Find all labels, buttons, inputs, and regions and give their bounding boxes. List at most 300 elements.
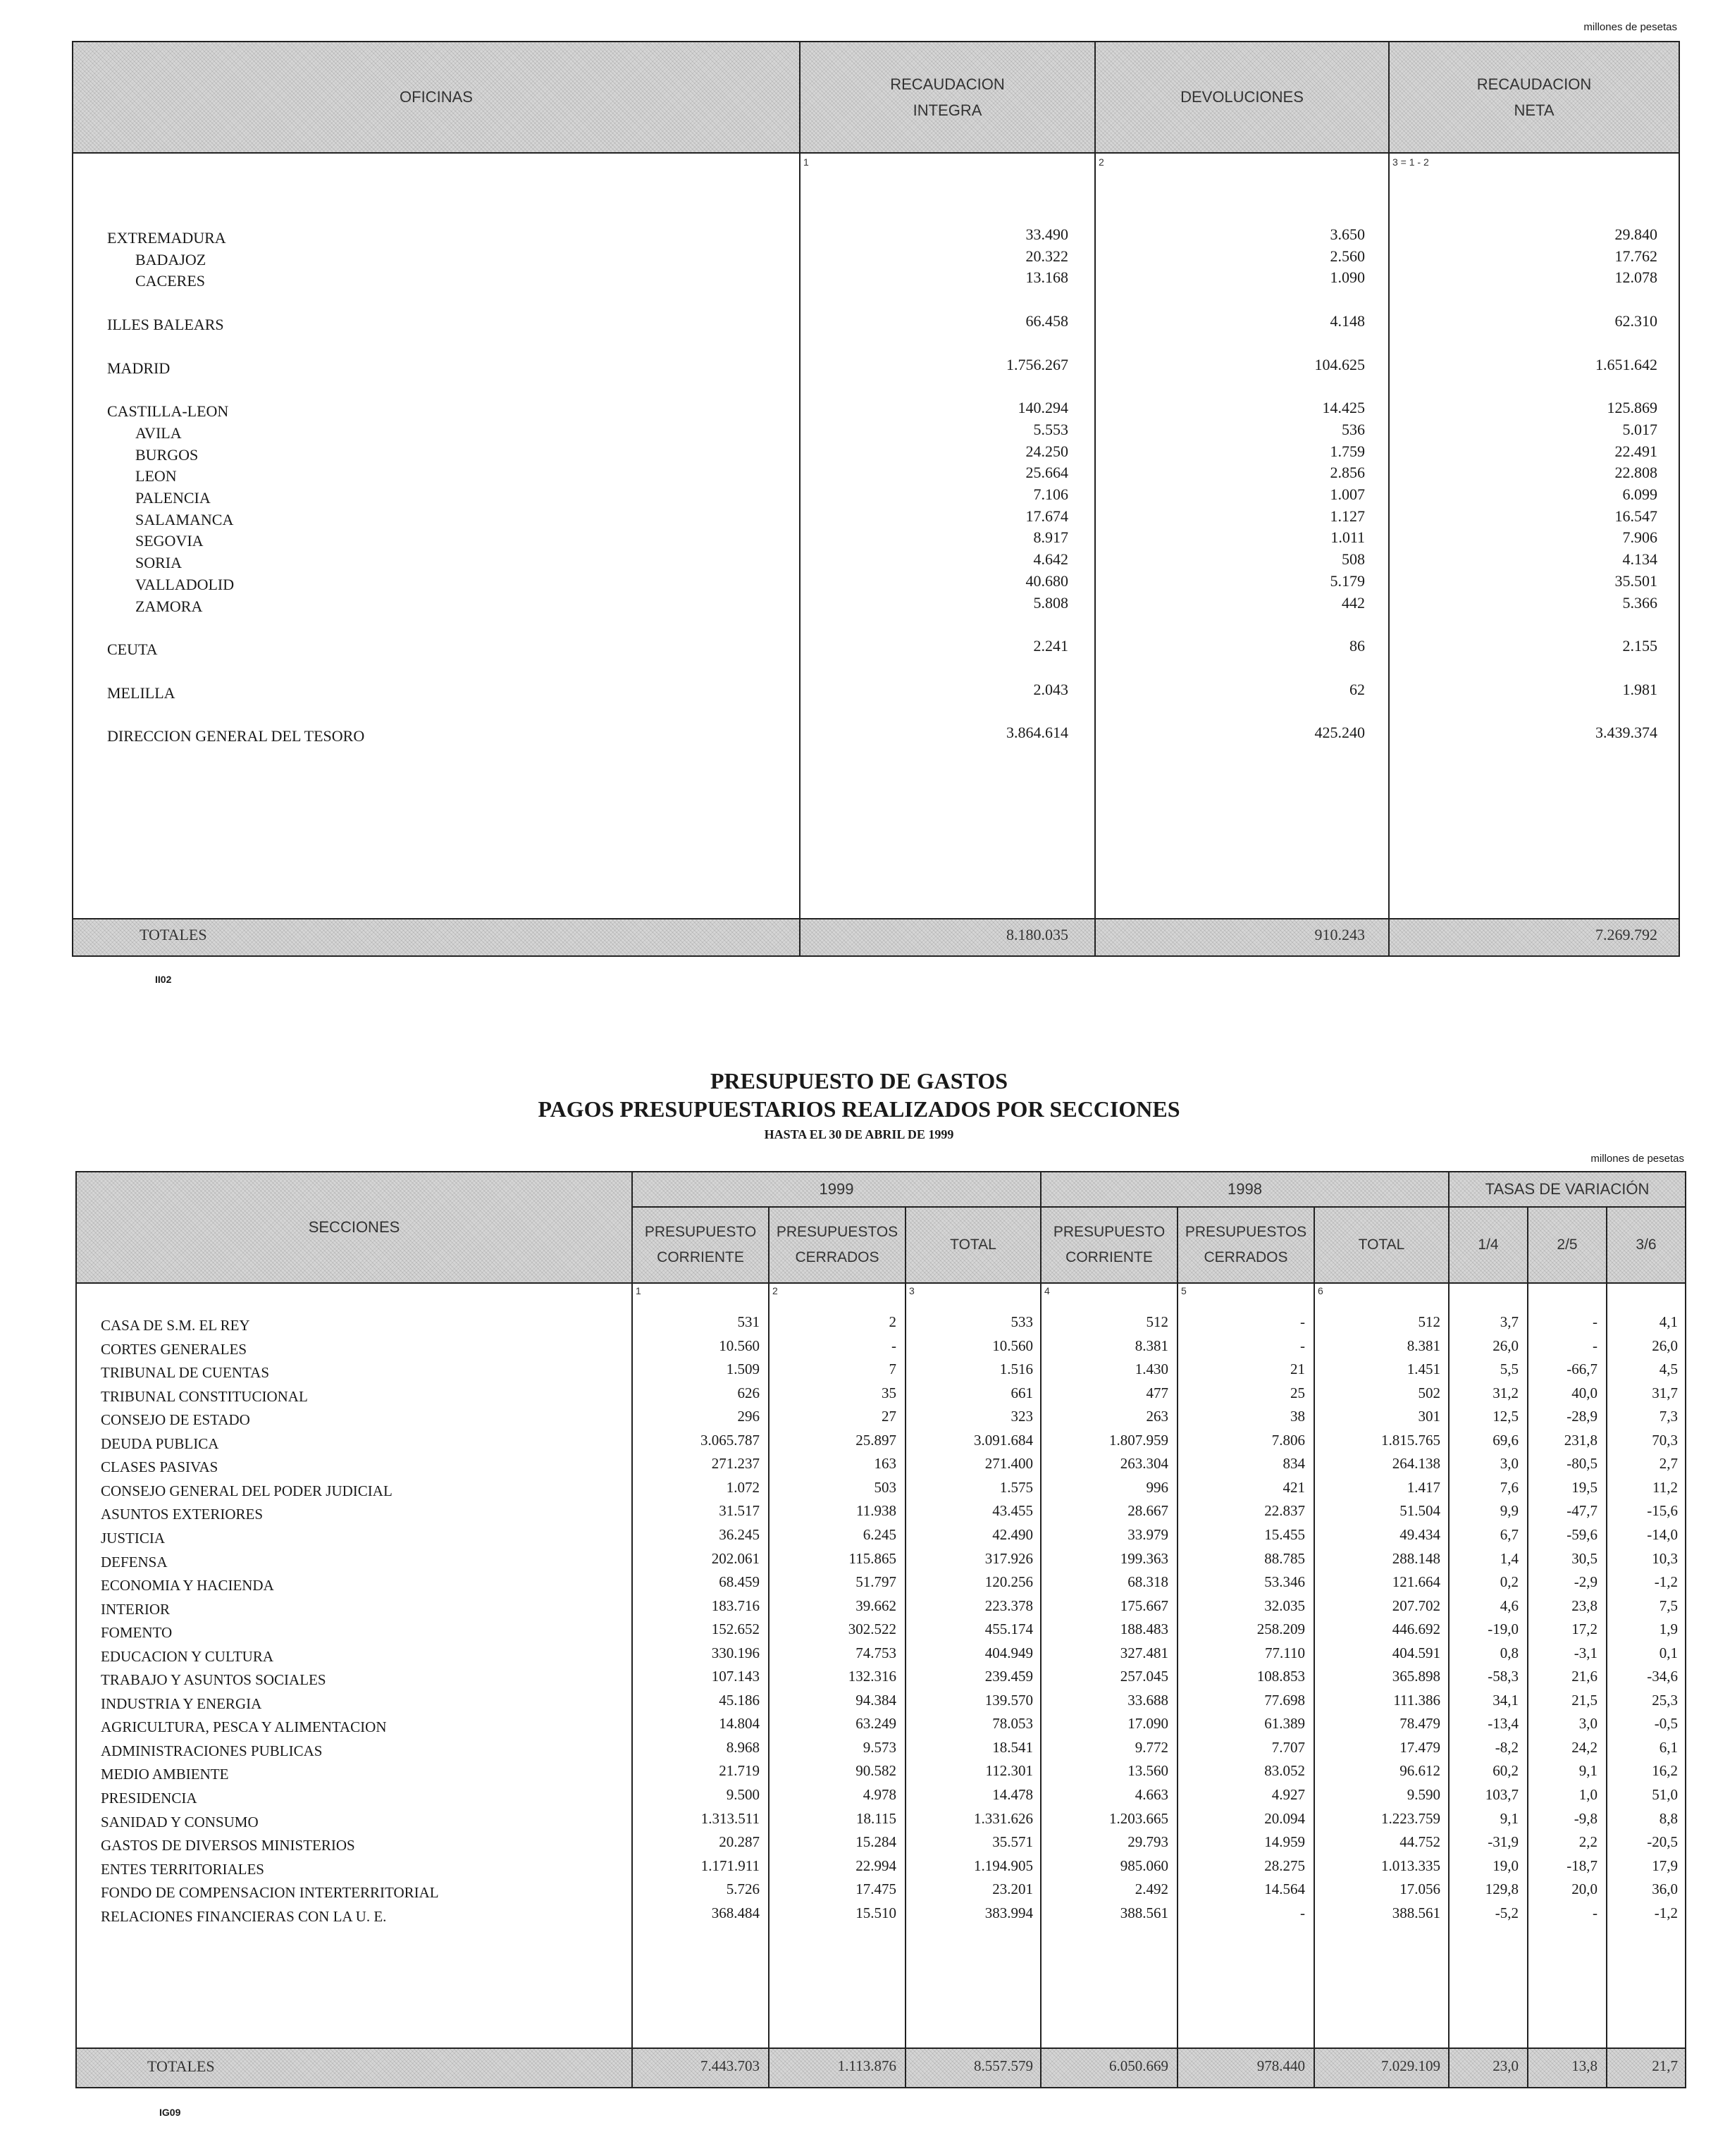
t2-row-value: - — [1300, 1337, 1305, 1354]
t1-row-value: 20.322 — [1025, 247, 1068, 265]
t2-row-value: 51,0 — [1652, 1786, 1678, 1803]
t2-row-value: 3,0 — [1578, 1715, 1598, 1732]
t2-row-value: -13,4 — [1488, 1715, 1519, 1732]
t2-row-value: 24,2 — [1571, 1739, 1598, 1756]
t2-row-value: 32.035 — [1264, 1597, 1305, 1614]
t1-row-value: 140.294 — [1018, 399, 1068, 416]
t2-row-value: - — [1593, 1337, 1598, 1354]
t2-row-value: 36,0 — [1652, 1881, 1678, 1897]
t2-row-value: 388.561 — [1392, 1904, 1440, 1921]
t2-row-value: 5.726 — [726, 1881, 760, 1897]
t2-row-value: 69,6 — [1493, 1432, 1519, 1449]
t2-row-value: 120.256 — [984, 1573, 1033, 1590]
t1-row-value: 4.134 — [1622, 550, 1657, 568]
t2-row-value: 985.060 — [1120, 1857, 1168, 1874]
t2-row-label: INTERIOR — [101, 1601, 170, 1618]
t2-row-value: 15.455 — [1264, 1526, 1305, 1543]
t2-row-value: 51.797 — [855, 1573, 896, 1590]
t1-row-value: 1.127 — [1330, 507, 1365, 525]
t2-row-value: 1,9 — [1659, 1621, 1678, 1637]
t2-row-value: 533 — [1011, 1313, 1033, 1330]
t1-colnum-3: 3 = 1 - 2 — [1392, 156, 1429, 168]
t2-row-value: 10,3 — [1652, 1550, 1678, 1567]
t2-row-value: 1.223.759 — [1381, 1810, 1440, 1827]
t2-row-value: 421 — [1283, 1479, 1305, 1496]
t2-row-label: INDUSTRIA Y ENERGIA — [101, 1695, 262, 1712]
t2-row-value: 25.897 — [855, 1432, 896, 1449]
t2-row-value: 271.237 — [711, 1455, 760, 1472]
t2-subheader-line1: PRESUPUESTO — [1053, 1224, 1166, 1241]
t2-row-value: 61.389 — [1264, 1715, 1305, 1732]
t2-row-value: 108.853 — [1256, 1668, 1305, 1685]
t2-row-value: 1.417 — [1407, 1479, 1440, 1496]
t2-row-value: 512 — [1146, 1313, 1168, 1330]
t2-row-value: 60,2 — [1493, 1762, 1519, 1779]
t2-row-value: 7,3 — [1659, 1408, 1678, 1425]
t2-row-value: 323 — [1011, 1408, 1033, 1425]
t2-row-value: 317.926 — [984, 1550, 1033, 1567]
t2-subheader-line1: PRESUPUESTO — [644, 1224, 757, 1241]
t2-row-label: SANIDAD Y CONSUMO — [101, 1814, 259, 1830]
t2-total-value: 7.443.703 — [700, 2057, 760, 2074]
t2-row-value: 9.590 — [1407, 1786, 1440, 1803]
t2-row-value: 7,5 — [1659, 1597, 1678, 1614]
t1-row-label: LEON — [135, 467, 177, 485]
t2-row-value: 12,5 — [1493, 1408, 1519, 1425]
t2-row-value: 512 — [1418, 1313, 1440, 1330]
t2-row-value: 25 — [1290, 1384, 1305, 1401]
t1-row-value: 3.650 — [1330, 225, 1365, 243]
t2-row-value: -18,7 — [1566, 1857, 1598, 1874]
t2-row-label: FONDO DE COMPENSACION INTERTERRITORIAL — [101, 1884, 439, 1901]
t2-row-value: -66,7 — [1566, 1361, 1598, 1377]
t2-row-value: 0,2 — [1500, 1573, 1519, 1590]
t1-total-integra: 8.180.035 — [1006, 926, 1068, 943]
t2-row-value: 33.688 — [1127, 1692, 1168, 1709]
t2-unit-note: millones de pesetas — [1590, 1153, 1684, 1165]
t1-row-value: 8.917 — [1033, 528, 1068, 546]
t2-row-value: 477 — [1146, 1384, 1168, 1401]
t1-row-label: MADRID — [107, 359, 171, 377]
t2-row-value: 7,6 — [1500, 1479, 1519, 1496]
t2-row-value: - — [1300, 1313, 1305, 1330]
t2-row-value: 455.174 — [984, 1621, 1033, 1637]
t2-row-value: 1.072 — [726, 1479, 760, 1496]
t2-row-value: 263 — [1146, 1408, 1168, 1425]
t1-row-label: VALLADOLID — [135, 576, 235, 593]
t2-row-value: 4,6 — [1500, 1597, 1519, 1614]
t1-row-value: 7.106 — [1033, 485, 1068, 503]
t2-row-value: 8.381 — [1407, 1337, 1440, 1354]
t1-row-value: 2.043 — [1033, 681, 1068, 698]
t2-row-label: PRESIDENCIA — [101, 1790, 197, 1807]
t1-row-value: 86 — [1349, 637, 1365, 655]
t2-row-value: 1.451 — [1407, 1361, 1440, 1377]
t2-subheader-line1: 2/5 — [1557, 1237, 1578, 1253]
t2-colnum-6: 6 — [1318, 1285, 1323, 1296]
t1-row-value: 2.241 — [1033, 637, 1068, 655]
t2-row-value: 19,0 — [1493, 1857, 1519, 1874]
t2-row-value: 44.752 — [1399, 1833, 1440, 1850]
t2-row-value: 51.504 — [1399, 1502, 1440, 1519]
t2-row-value: 3.091.684 — [974, 1432, 1033, 1449]
t1-row-value: 425.240 — [1314, 724, 1365, 741]
t2-row-value: 17.475 — [855, 1881, 896, 1897]
t2-row-label: ECONOMIA Y HACIENDA — [101, 1577, 274, 1594]
t2-row-value: 70,3 — [1652, 1432, 1678, 1449]
t2-subheader-line1: PRESUPUESTOS — [1185, 1224, 1307, 1241]
t2-total-value: 6.050.669 — [1109, 2057, 1168, 2074]
t2-row-value: 4.978 — [863, 1786, 896, 1803]
t2-row-value: - — [1593, 1313, 1598, 1330]
t2-row-value: 33.979 — [1127, 1526, 1168, 1543]
t2-row-value: 115.865 — [848, 1550, 896, 1567]
t2-subheader-line1: 3/6 — [1636, 1237, 1657, 1253]
t2-row-value: 2,2 — [1578, 1833, 1598, 1850]
t2-row-value: 8.968 — [726, 1739, 760, 1756]
t2-row-value: 103,7 — [1485, 1786, 1519, 1803]
header-neta-line2: NETA — [1514, 101, 1555, 119]
t2-row-value: 21 — [1290, 1361, 1305, 1377]
t2-row-value: 258.209 — [1256, 1621, 1305, 1637]
t2-row-value: 42.490 — [992, 1526, 1033, 1543]
t2-row-value: 503 — [874, 1479, 896, 1496]
t2-row-value: -31,9 — [1488, 1833, 1519, 1850]
t2-row-value: 83.052 — [1264, 1762, 1305, 1779]
t2-row-label: TRIBUNAL DE CUENTAS — [101, 1364, 270, 1381]
t2-row-value: 183.716 — [711, 1597, 760, 1614]
t1-row-value: 1.651.642 — [1595, 356, 1657, 373]
t2-row-value: 383.994 — [984, 1904, 1033, 1921]
t2-row-value: 1.815.765 — [1381, 1432, 1440, 1449]
t2-row-value: -34,6 — [1647, 1668, 1678, 1685]
t1-row-label: SALAMANCA — [135, 511, 234, 528]
t2-row-value: 1.013.335 — [1381, 1857, 1440, 1874]
t2-row-value: 231,8 — [1564, 1432, 1598, 1449]
header-integra-line1: RECAUDACION — [890, 75, 1005, 93]
t2-subheader-line2: CORRIENTE — [657, 1249, 744, 1265]
t2-row-label: CONSEJO DE ESTADO — [101, 1411, 250, 1428]
t2-row-value: 1.331.626 — [974, 1810, 1033, 1827]
t2-subheader-line2: CERRADOS — [795, 1249, 879, 1265]
t2-row-value: 27 — [882, 1408, 896, 1425]
t2-row-value: 38 — [1290, 1408, 1305, 1425]
t2-row-value: 19,5 — [1571, 1479, 1598, 1496]
t2-row-value: 296 — [737, 1408, 760, 1425]
t2-row-value: 36.245 — [719, 1526, 760, 1543]
t2-row-value: 834 — [1283, 1455, 1305, 1472]
t2-row-label: CONSEJO GENERAL DEL PODER JUDICIAL — [101, 1482, 393, 1499]
t2-row-value: 502 — [1418, 1384, 1440, 1401]
t1-row-value: 2.155 — [1622, 637, 1657, 655]
t2-row-value: 17,2 — [1571, 1621, 1598, 1637]
t2-row-value: 1.430 — [1135, 1361, 1168, 1377]
t2-row-value: 77.110 — [1265, 1644, 1305, 1661]
t2-row-value: 5,5 — [1500, 1361, 1519, 1377]
t2-row-value: 7 — [889, 1361, 896, 1377]
t1-row-value: 66.458 — [1025, 312, 1068, 330]
t2-row-value: 4.927 — [1271, 1786, 1305, 1803]
t2-row-value: 28.275 — [1264, 1857, 1305, 1874]
t2-row-value: 2,7 — [1659, 1455, 1678, 1472]
t1-row-value: 24.250 — [1025, 442, 1068, 460]
t2-row-value: 9,1 — [1500, 1810, 1519, 1827]
t2-row-value: 199.363 — [1120, 1550, 1168, 1567]
t1-row-value: 25.664 — [1025, 464, 1068, 481]
t2-row-value: 17,9 — [1652, 1857, 1678, 1874]
t2-row-value: 0,8 — [1500, 1644, 1519, 1661]
t1-row-label: ILLES BALEARS — [107, 316, 224, 333]
t1-row-value: 6.099 — [1622, 485, 1657, 503]
t1-row-label: BADAJOZ — [135, 251, 206, 268]
t2-title: PRESUPUESTO DE GASTOS — [710, 1068, 1008, 1094]
t1-row-value: 2.560 — [1330, 247, 1365, 265]
t2-row-value: 22.994 — [855, 1857, 896, 1874]
t2-totals-row — [77, 1172, 1685, 2087]
t2-row-value: 1.171.911 — [700, 1857, 760, 1874]
t2-row-value: - — [1593, 1904, 1598, 1921]
t2-row-value: 25,3 — [1652, 1692, 1678, 1709]
t2-row-value: 107.143 — [711, 1668, 760, 1685]
t2-row-value: -14,0 — [1647, 1526, 1678, 1543]
t2-row-value: -80,5 — [1566, 1455, 1598, 1472]
t2-row-value: 20.094 — [1264, 1810, 1305, 1827]
t1-row-label: PALENCIA — [135, 489, 211, 507]
header-integra-line2: INTEGRA — [913, 101, 982, 119]
t2-row-value: 17.090 — [1127, 1715, 1168, 1732]
t1-row-value: 4.642 — [1033, 550, 1068, 568]
t2-row-value: 368.484 — [711, 1904, 760, 1921]
t2-row-value: 1,0 — [1578, 1786, 1598, 1803]
header-oficinas: OFICINAS — [400, 88, 473, 106]
t2-row-value: 188.483 — [1120, 1621, 1168, 1637]
t2-row-value: 207.702 — [1392, 1597, 1440, 1614]
t2-row-value: 9.500 — [726, 1786, 760, 1803]
t2-row-value: 263.304 — [1120, 1455, 1168, 1472]
t1-body — [73, 42, 1679, 955]
t2-row-value: 30,5 — [1571, 1550, 1598, 1567]
t2-row-value: 9.573 — [863, 1739, 896, 1756]
t2-row-value: 78.479 — [1399, 1715, 1440, 1732]
t2-row-label: DEUDA PUBLICA — [101, 1435, 219, 1452]
t2-row-value: 40,0 — [1571, 1384, 1598, 1401]
t2-row-value: -59,6 — [1566, 1526, 1598, 1543]
t2-row-value: 6.245 — [863, 1526, 896, 1543]
t2-row-value: 18.541 — [992, 1739, 1033, 1756]
header-devoluciones: DEVOLUCIONES — [1180, 88, 1304, 106]
t2-row-value: 223.378 — [984, 1597, 1033, 1614]
t1-row-value: 1.011 — [1330, 528, 1365, 546]
t2-row-value: 53.346 — [1264, 1573, 1305, 1590]
t2-row-value: 63.249 — [855, 1715, 896, 1732]
t2-row-value: 2 — [889, 1313, 896, 1330]
t2-row-label: ASUNTOS EXTERIORES — [101, 1506, 264, 1523]
t2-row-value: 29.793 — [1127, 1833, 1168, 1850]
t2-row-value: 1.575 — [999, 1479, 1033, 1496]
t2-row-value: 43.455 — [992, 1502, 1033, 1519]
t2-row-value: -1,2 — [1654, 1904, 1678, 1921]
t2-colnum-1: 1 — [636, 1285, 641, 1296]
t1-row-label: SORIA — [135, 554, 183, 571]
t1-row-value: 7.906 — [1622, 528, 1657, 546]
t1-row-value: 1.090 — [1330, 268, 1365, 286]
t2-row-label: RELACIONES FINANCIERAS CON LA U. E. — [101, 1908, 387, 1925]
t2-row-value: 45.186 — [719, 1692, 760, 1709]
t2-row-value: 661 — [1011, 1384, 1033, 1401]
t2-row-label: AGRICULTURA, PESCA Y ALIMENTACION — [101, 1718, 387, 1735]
t2-subheader-line1: TOTAL — [1358, 1237, 1405, 1253]
t2-row-value: 139.570 — [984, 1692, 1033, 1709]
t1-row-label: AVILA — [135, 424, 182, 442]
t2-row-label: TRABAJO Y ASUNTOS SOCIALES — [101, 1671, 326, 1688]
t1-row-label: BURGOS — [135, 446, 199, 464]
t2-row-value: 2.492 — [1135, 1881, 1168, 1897]
t2-row-value: 1.313.511 — [700, 1810, 760, 1827]
t1-row-label: CASTILLA-LEON — [107, 402, 229, 420]
t2-total-value: 1.113.876 — [837, 2057, 896, 2074]
t2-subheader-line2: CERRADOS — [1204, 1249, 1288, 1265]
t2-row-value: 129,8 — [1485, 1881, 1519, 1897]
t2-row-value: 175.667 — [1120, 1597, 1168, 1614]
t1-row-value: 5.017 — [1622, 421, 1657, 438]
t2-row-value: 77.698 — [1264, 1692, 1305, 1709]
t2-row-value: 152.652 — [711, 1621, 760, 1637]
t1-row-value: 16.547 — [1614, 507, 1657, 525]
t2-row-label: CLASES PASIVAS — [101, 1458, 218, 1475]
t2-row-value: -15,6 — [1647, 1502, 1678, 1519]
t2-row-value: 74.753 — [855, 1644, 896, 1661]
t2-row-value: 20,0 — [1571, 1881, 1598, 1897]
t2-total-value: 7.029.109 — [1381, 2057, 1440, 2074]
t1-totals-label: TOTALES — [140, 926, 207, 943]
t1-row-value: 33.490 — [1025, 225, 1068, 243]
t2-row-value: -28,9 — [1566, 1408, 1598, 1425]
t2-colnum-4: 4 — [1044, 1285, 1050, 1296]
t2-row-value: 257.045 — [1120, 1668, 1168, 1685]
t2-row-value: -0,5 — [1654, 1715, 1678, 1732]
t1-code: II02 — [155, 974, 172, 985]
t2-row-value: 14.804 — [719, 1715, 760, 1732]
t2-row-value: 9.772 — [1135, 1739, 1168, 1756]
t1-row-value: 5.808 — [1033, 594, 1068, 612]
t2-row-value: 4,5 — [1659, 1361, 1678, 1377]
t1-row-value: 1.981 — [1622, 681, 1657, 698]
t2-row-value: 39.662 — [855, 1597, 896, 1614]
t2-row-label: CORTES GENERALES — [101, 1341, 247, 1358]
t1-total-neta: 7.269.792 — [1595, 926, 1657, 943]
t2-row-value: 9,9 — [1500, 1502, 1519, 1519]
t2-row-value: 4,1 — [1659, 1313, 1678, 1330]
t2-row-value: 22.837 — [1264, 1502, 1305, 1519]
t2-row-value: -9,8 — [1574, 1810, 1598, 1827]
t1-row-value: 508 — [1342, 550, 1365, 568]
t2-row-value: -2,9 — [1574, 1573, 1598, 1590]
t1-row-value: 536 — [1342, 421, 1365, 438]
t2-row-value: 8,8 — [1659, 1810, 1678, 1827]
t2-row-value: 18.115 — [856, 1810, 896, 1827]
t2-row-value: 23.201 — [992, 1881, 1033, 1897]
t2-row-value: 17.479 — [1399, 1739, 1440, 1756]
t2-row-label: GASTOS DE DIVERSOS MINISTERIOS — [101, 1837, 355, 1854]
t1-row-value: 4.148 — [1330, 312, 1365, 330]
t2-row-value: - — [891, 1337, 896, 1354]
t1-row-value: 3.439.374 — [1595, 724, 1657, 741]
t2-total-value: 23,0 — [1493, 2057, 1519, 2074]
t2-row-value: 531 — [737, 1313, 760, 1330]
t1-row-value: 442 — [1342, 594, 1365, 612]
t2-row-value: 8.381 — [1135, 1337, 1168, 1354]
t2-row-value: 49.434 — [1399, 1526, 1440, 1543]
t1-row-label: SEGOVIA — [135, 532, 204, 550]
t2-row-value: 68.459 — [719, 1573, 760, 1590]
header-1998: 1998 — [1228, 1180, 1262, 1198]
t2-row-value: 404.591 — [1392, 1644, 1440, 1661]
header-neta-line1: RECAUDACION — [1476, 75, 1592, 93]
t2-row-value: 23,8 — [1571, 1597, 1598, 1614]
t2-row-label: DEFENSA — [101, 1554, 168, 1570]
t2-row-value: 1,4 — [1500, 1550, 1519, 1567]
t2-total-value: 978.440 — [1256, 2057, 1305, 2074]
t2-subheader-line2: CORRIENTE — [1065, 1249, 1153, 1265]
t2-row-value: 3.065.787 — [700, 1432, 760, 1449]
t2-row-value: 288.148 — [1392, 1550, 1440, 1567]
t2-row-value: 11,2 — [1652, 1479, 1678, 1496]
t2-row-value: -19,0 — [1488, 1621, 1519, 1637]
t2-row-value: 327.481 — [1120, 1644, 1168, 1661]
t2-date: HASTA EL 30 DE ABRIL DE 1999 — [764, 1127, 954, 1141]
t2-row-value: 4.663 — [1135, 1786, 1168, 1803]
t2-row-value: -8,2 — [1495, 1739, 1519, 1756]
t2-row-value: 78.053 — [992, 1715, 1033, 1732]
header-tasas-variacion: TASAS DE VARIACIÓN — [1485, 1180, 1650, 1198]
t1-total-devoluciones: 910.243 — [1314, 926, 1365, 943]
t1-row-value: 1.007 — [1330, 485, 1365, 503]
t2-subheader-line1: TOTAL — [950, 1237, 996, 1253]
t1-unit-note: millones de pesetas — [1583, 21, 1677, 33]
t1-row-value: 5.553 — [1033, 421, 1068, 438]
t2-row-value: 271.400 — [984, 1455, 1033, 1472]
t2-row-value: 388.561 — [1120, 1904, 1168, 1921]
t2-row-value: 31.517 — [719, 1502, 760, 1519]
t1-row-label: CEUTA — [107, 640, 158, 658]
t1-row-value: 3.864.614 — [1006, 724, 1068, 741]
t1-row-value: 22.491 — [1614, 442, 1657, 460]
payments-table — [75, 1171, 1686, 2088]
t2-row-value: 20.287 — [719, 1833, 760, 1850]
t2-total-value: 21,7 — [1652, 2057, 1678, 2074]
t2-row-value: 3,7 — [1500, 1313, 1519, 1330]
t2-row-value: 90.582 — [855, 1762, 896, 1779]
t2-row-value: 21.719 — [719, 1762, 760, 1779]
t2-row-label: TRIBUNAL CONSTITUCIONAL — [101, 1388, 308, 1405]
t2-totals-label: TOTALES — [147, 2057, 215, 2075]
t1-row-value: 2.856 — [1330, 464, 1365, 481]
t1-row-value: 14.425 — [1322, 399, 1365, 416]
t2-row-value: 9,1 — [1578, 1762, 1598, 1779]
t2-row-value: 34,1 — [1493, 1692, 1519, 1709]
t2-code: IG09 — [159, 2107, 181, 2118]
header-secciones: SECCIONES — [308, 1218, 400, 1237]
t2-row-value: 14.478 — [992, 1786, 1033, 1803]
t1-row-value: 125.869 — [1607, 399, 1657, 416]
t2-row-value: 301 — [1418, 1408, 1440, 1425]
t2-row-value: 365.898 — [1392, 1668, 1440, 1685]
t2-subheader-line1: PRESUPUESTOS — [776, 1224, 898, 1241]
t2-row-value: 28.667 — [1127, 1502, 1168, 1519]
t1-row-value: 5.366 — [1622, 594, 1657, 612]
t2-row-label: MEDIO AMBIENTE — [101, 1766, 229, 1783]
t2-row-value: 0,1 — [1659, 1644, 1678, 1661]
